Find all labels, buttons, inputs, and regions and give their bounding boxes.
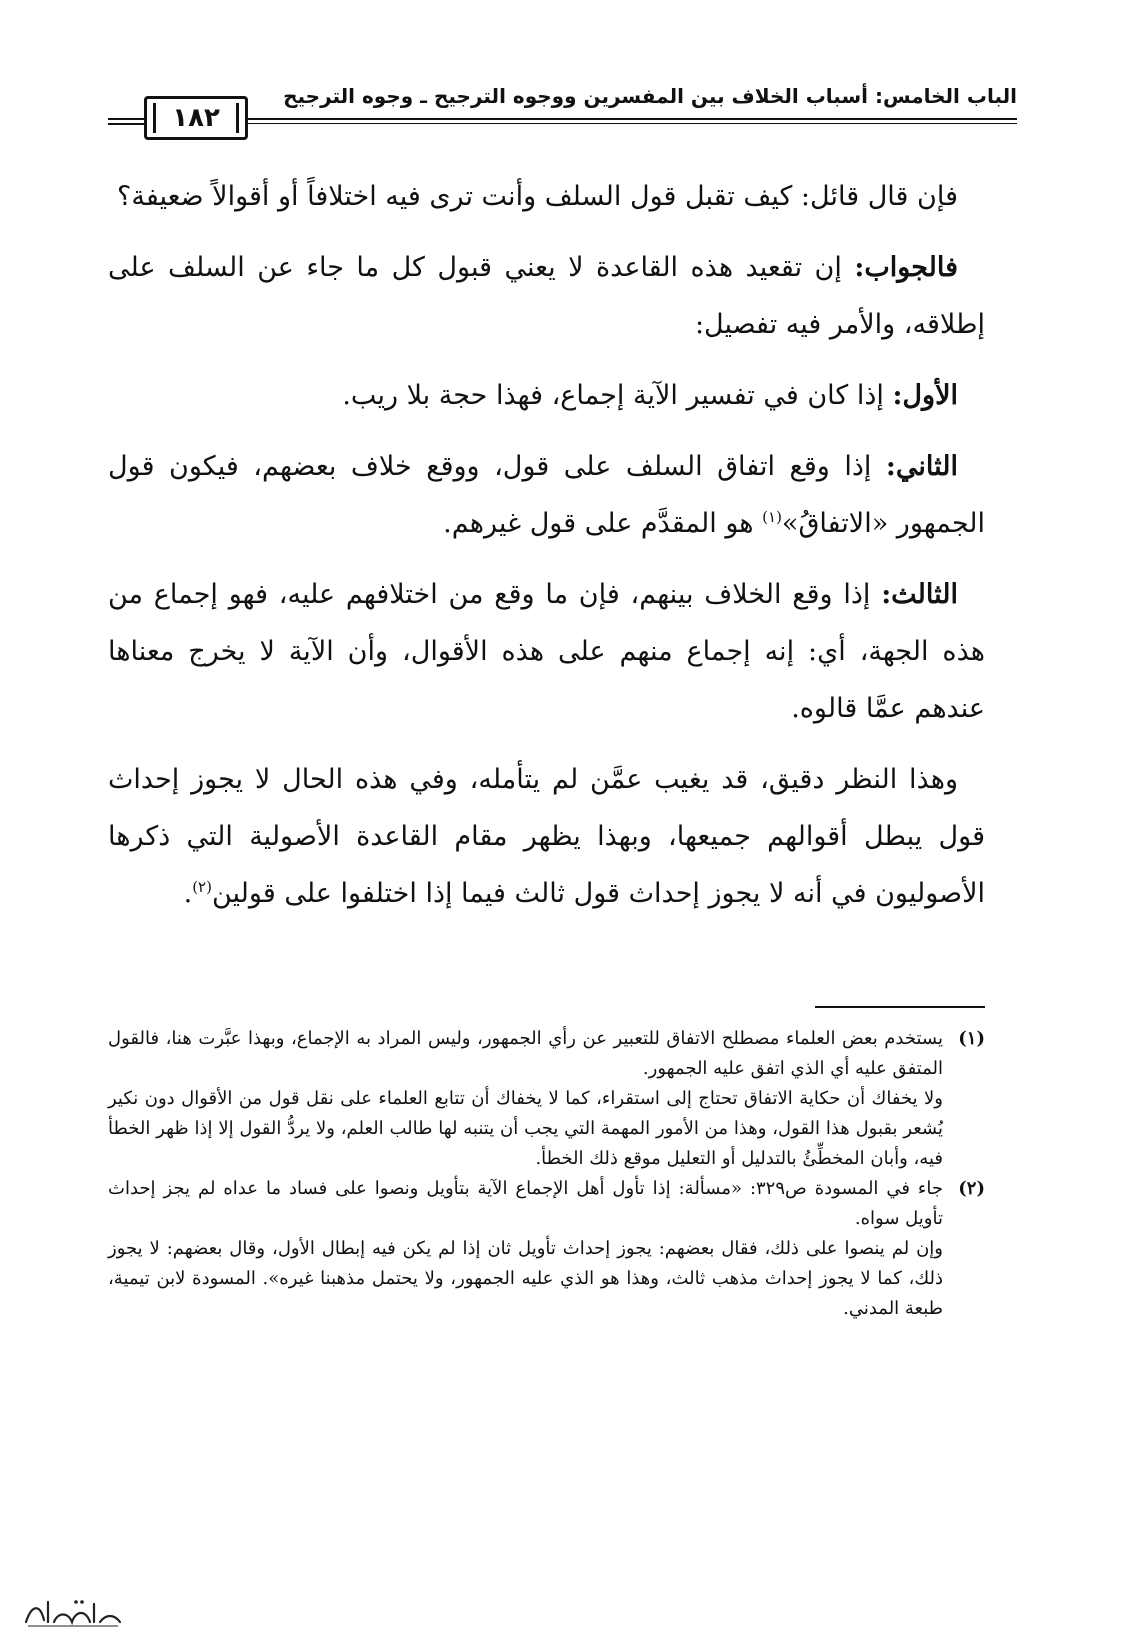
page-number-box	[144, 96, 248, 140]
footnote-line: ولا يخفاك أن حكاية الاتفاق تحتاج إلى استقراء، كما لا يخفاك أن تتابع العلماء على نقل قول من الأقوال دون نكير يُشعر بقبول هذا القول، وهذا من الأمور المهمة التي يجب أن يتنبه لها طالب العلم، ولا يردُّ القول إلا إذا ظهر الخطأ فيه، وأبان المخطِّئُ بالتدليل أو التعليل موقع ذلك الخطأ.	[108, 1088, 943, 1169]
header-rule-end	[108, 118, 144, 125]
second-label: الثاني:	[885, 451, 958, 482]
main-text	[108, 168, 985, 936]
conclusion-end: .	[183, 878, 193, 909]
footnote-line: يستخدم بعض العلماء مصطلح الاتفاق للتعبير عن رأي الجمهور، وليس المراد به الإجماع، وبهذا عبَّرت هنا، فالقول المتفق عليه أي الذي اتفق عليه الجمهور.	[108, 1028, 943, 1079]
footnote-line: جاء في المسودة ص٣٢٩: «مسألة: إذا تأول أهل الإجماع الآية بتأويل ونصوا على فساد ما عداه لم يجز إحداث تأويل سواه.	[108, 1178, 944, 1229]
question-text: فإن قال قائل: كيف تقبل قول السلف وأنت ترى فيه اختلافاً أو أقوالاً ضعيفة؟	[117, 181, 958, 212]
third-label: الثالث:	[881, 579, 958, 610]
paragraph-answer	[108, 239, 985, 353]
footnote-line: وإن لم ينصوا على ذلك، فقال بعضهم: يجوز إحداث تأويل ثان إذا لم يكن فيه إبطال الأول، وقال بعضهم: لا يجوز ذلك، كما لا يجوز إحداث مذهب ثالث، وهذا هو الذي عليه الجمهور، ولا يحتمل مذهبنا غيره». المسودة لابن تيمية، طبعة المدني.	[108, 1238, 943, 1319]
conclusion-text: وهذا النظر دقيق، قد يغيب عمَّن لم يتأمله، وفي هذه الحال لا يجوز إحداث قول يبطل أقوالهم جميعها، وبهذا يظهر مقام القاعدة الأصولية التي ذكرها الأصوليون في أنه لا يجوز إحداث قول ثالث فيما إذا اختلفوا على قولين	[108, 764, 985, 909]
chapter-title: الباب الخامس: أسباب الخلاف بين المفسرين ووجوه الترجيح ـ وجوه الترجيح	[283, 84, 1017, 108]
paragraph-conclusion	[108, 751, 985, 922]
first-text: إذا كان في تفسير الآية إجماع، فهذا حجة بلا ريب.	[342, 380, 884, 411]
paragraph-second	[108, 438, 985, 552]
footnote-number: (١)	[958, 1028, 985, 1049]
footnote-1	[108, 1024, 985, 1174]
footnote-number: (٢)	[958, 1178, 985, 1199]
footnote-separator	[815, 1006, 985, 1008]
footnote-ref-2[interactable]: (٢)	[192, 878, 212, 896]
answer-label: فالجواب:	[854, 252, 958, 283]
page-header	[108, 82, 1017, 142]
publisher-logo	[18, 1592, 128, 1632]
third-text: إذا وقع الخلاف بينهم، فإن ما وقع من اختلافهم عليه، فهو إجماع من هذه الجهة، أي: إنه إجماع منهم على هذه الأقوال، وأن الآية لا يخرج معناها عندهم عمَّا قالوه.	[108, 579, 985, 724]
second-text-end: هو المقدَّم على قول غيرهم.	[443, 508, 754, 539]
footnotes	[108, 1024, 985, 1324]
footnote-ref-1[interactable]: (١)	[762, 508, 782, 526]
paragraph-first	[108, 367, 985, 424]
page-number: ١٨٢	[172, 103, 220, 133]
answer-text: إن تقعيد هذه القاعدة لا يعني قبول كل ما جاء عن السلف على إطلاقه، والأمر فيه تفصيل:	[108, 252, 985, 340]
paragraph-third	[108, 566, 985, 737]
paragraph-question	[108, 168, 985, 225]
footnote-2	[108, 1174, 985, 1324]
first-label: الأول:	[892, 380, 958, 411]
second-text: إذا وقع اتفاق السلف على قول، ووقع خلاف بعضهم، فيكون قول الجمهور «الاتفاقُ»	[108, 451, 985, 539]
